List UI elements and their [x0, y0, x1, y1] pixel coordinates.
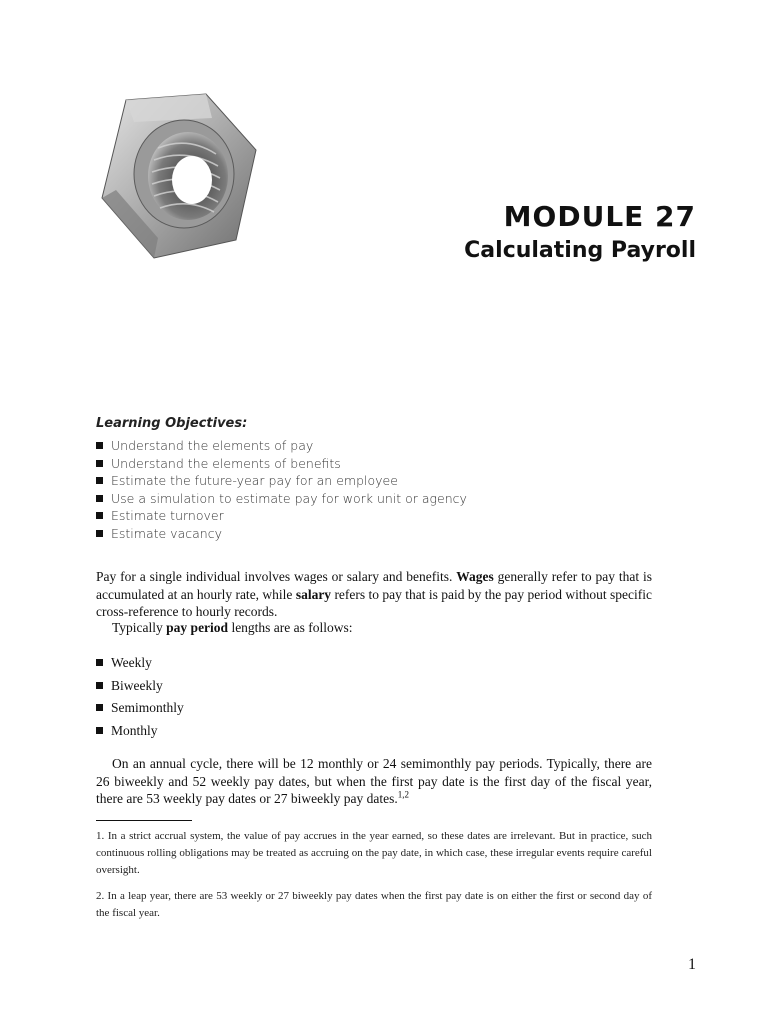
- module-title: MODULE 27: [503, 200, 696, 233]
- list-item: Estimate turnover: [96, 507, 467, 525]
- hex-nut-illustration: [88, 88, 268, 268]
- footnote-divider: [96, 820, 192, 821]
- square-bullet-icon: [96, 530, 103, 537]
- list-item: Estimate vacancy: [96, 525, 467, 543]
- intro-paragraph: Pay for a single individual involves wages or salary and benefits. Wages generally refer to pay that is accumulated at an hourly rate, while salary refers to pay that is paid by the pay period without specific cross-reference to hourly records.: [96, 569, 652, 619]
- square-bullet-icon: [96, 727, 103, 734]
- footnote-reference: 1,2: [397, 789, 410, 800]
- square-bullet-icon: [96, 682, 103, 689]
- learning-objectives-list: [96, 437, 467, 542]
- square-bullet-icon: [96, 477, 103, 484]
- list-item: Biweekly: [96, 675, 184, 698]
- annual-cycle-paragraph: On an annual cycle, there will be 12 monthly or 24 semimonthly pay periods. Typically, there are 26 biweekly and 52 weekly pay dates, but when the first pay date is the first day of the fiscal year, there are 53 weekly pay dates or 27 biweekly pay dates.$^{1,2}$: [96, 756, 652, 806]
- square-bullet-icon: [96, 512, 103, 519]
- footnote-2: 2. In a leap year, there are 53 weekly or 27 biweekly pay dates when the first pay date is on either the first or second day of the fiscal year.: [96, 890, 652, 919]
- square-bullet-icon: [96, 704, 103, 711]
- page-number: 1: [688, 956, 696, 973]
- list-item: Understand the elements of pay: [96, 437, 467, 455]
- pay-period-intro: Typically pay period lengths are as follows:: [112, 620, 353, 635]
- footnote-1: 1. In a strict accrual system, the value of pay accrues in the year earned, so these dates are irrelevant. But in practice, such continuous rolling obligations may be treated as accruing on the pay date, in which case, these irregular events require careful oversight.: [96, 830, 652, 876]
- list-item: Semimonthly: [96, 697, 184, 720]
- term-pay-period: pay period: [166, 620, 229, 635]
- term-wages: Wages: [456, 569, 494, 584]
- square-bullet-icon: [96, 659, 103, 666]
- learning-objectives-heading: Learning Objectives:: [96, 416, 248, 431]
- list-item: Use a simulation to estimate pay for work unit or agency: [96, 490, 467, 508]
- module-subtitle: Calculating Payroll: [464, 238, 696, 263]
- list-item: Understand the elements of benefits: [96, 455, 467, 473]
- list-item: Monthly: [96, 720, 184, 743]
- pay-period-list: [96, 652, 184, 742]
- square-bullet-icon: [96, 460, 103, 467]
- square-bullet-icon: [96, 442, 103, 449]
- list-item: Weekly: [96, 652, 184, 675]
- square-bullet-icon: [96, 495, 103, 502]
- list-item: Estimate the future-year pay for an employee: [96, 472, 467, 490]
- term-salary: salary: [295, 586, 332, 602]
